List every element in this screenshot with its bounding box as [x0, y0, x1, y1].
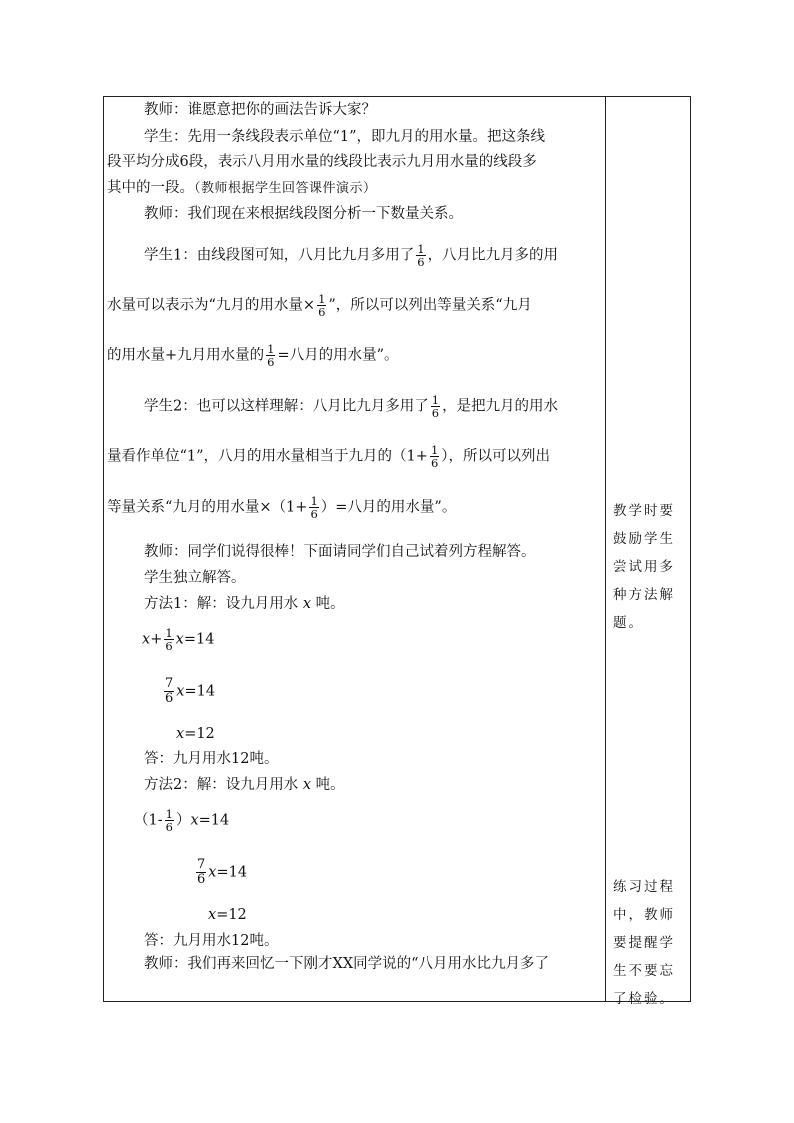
variable-x: x — [302, 777, 312, 793]
teacher-line-3: 教师：同学们说得很棒！下面请同学们自己试着列方程解答。 — [144, 544, 536, 560]
method1-text-a: 方法1：解：设九月用水 — [144, 596, 299, 612]
fraction-one-sixth: $\frac{1}{6}$ — [430, 443, 439, 470]
variable-x: x — [176, 683, 185, 700]
equation-result: =14 — [216, 864, 248, 881]
method2-equation-2 — [194, 858, 247, 887]
teacher-line-2: 教师：我们现在来根据线段图分析一下数量关系。 — [144, 206, 463, 222]
plus-sign: + — [150, 631, 163, 648]
student1-line-3 — [107, 343, 399, 368]
main-content-column — [104, 97, 605, 1001]
variable-x: x — [190, 812, 199, 829]
student1-text-f: =八月的用水量”。 — [277, 347, 399, 364]
method1-equation-3 — [176, 724, 215, 744]
method2-equation-1 — [134, 808, 229, 833]
student1-text-e: 的用水量+九月用水量的 — [107, 347, 265, 364]
variable-x: x — [208, 864, 217, 881]
student-line-1: 学生：先用一条线段表示单位“1”，即九月的用水量。把这条线 — [144, 129, 546, 145]
lesson-table — [103, 96, 691, 1007]
equation-result: =14 — [183, 631, 215, 648]
fraction-one-sixth: $\frac{1}{6}$ — [165, 807, 173, 834]
method1-equation-1 — [142, 627, 214, 652]
variable-x: x — [208, 907, 217, 923]
student1-text-a: 学生1：由线段图可知，八月比九月多用了 — [144, 247, 415, 264]
fraction-seven-sixths: $\frac{7}{6}$ — [197, 857, 206, 887]
student2-line-1 — [104, 394, 558, 419]
student1-text-d: ”，所以可以列出等量关系“九月 — [328, 297, 532, 314]
demo-note: （教师根据学生回答课件演示） — [194, 181, 377, 196]
method1-heading — [104, 594, 345, 614]
student1-line-2 — [107, 293, 532, 318]
teacher-line-4: 教师：我们再来回忆一下刚才XX同学说的“八月用水比九月多了 — [144, 956, 550, 972]
student-independent-line: 学生独立解答。 — [144, 570, 246, 586]
side-note-1: 教学时要 鼓励学生 尝试用多 种方法解 题。 — [613, 503, 675, 631]
student2-text-f: ）=八月的用水量”。 — [320, 499, 457, 516]
method1-answer: 答：九月用水12吨。 — [144, 751, 279, 767]
fraction-one-sixth: $\frac{1}{6}$ — [267, 342, 275, 369]
student1-text-b: ，八月比九月多的用 — [427, 247, 559, 264]
variable-x: x — [142, 631, 151, 648]
fraction-one-sixth: $\frac{1}{6}$ — [318, 292, 326, 319]
method2-heading — [104, 775, 345, 795]
paren-close: ） — [175, 812, 191, 829]
method2-text-b: 吨。 — [315, 777, 345, 793]
student-line-3-text: 其中的一段。 — [107, 180, 194, 196]
fraction-seven-sixths: $\frac{7}{6}$ — [165, 676, 174, 706]
method2-text-a: 方法2：解：设九月用水 — [144, 777, 299, 793]
paren-open-one-minus: （1- — [134, 812, 163, 829]
equation-result: =12 — [216, 907, 247, 923]
student2-text-e: 等量关系“九月的用水量×（1+ — [107, 499, 308, 516]
equation-result: =12 — [184, 726, 215, 742]
variable-x: x — [176, 726, 185, 742]
fraction-one-sixth: $\frac{1}{6}$ — [417, 242, 425, 269]
student-line-2: 段平均分成6段，表示八月用水量的线段比表示九月用水量的线段多 — [107, 154, 537, 170]
fraction-one-sixth: $\frac{1}{6}$ — [165, 626, 173, 653]
variable-x: x — [175, 631, 184, 648]
equation-result: =14 — [198, 812, 230, 829]
student2-text-b: ，是把九月的用水 — [442, 398, 559, 415]
student2-text-d: ），所以可以列出 — [441, 448, 551, 465]
method1-equation-2 — [162, 677, 215, 706]
student-line-3 — [107, 178, 377, 199]
fraction-one-sixth: $\frac{1}{6}$ — [431, 393, 440, 420]
variable-x: x — [302, 596, 312, 612]
method1-text-b: 吨。 — [315, 596, 345, 612]
student2-line-2 — [107, 444, 550, 469]
student1-line-1 — [104, 243, 558, 268]
teacher-line-1: 教师：谁愿意把你的画法告诉大家？ — [144, 102, 376, 118]
method2-answer: 答：九月用水12吨。 — [144, 933, 279, 949]
equation-result: =14 — [184, 683, 216, 700]
notes-column — [606, 97, 690, 1007]
student2-text-c: 量看作单位“1”，八月的用水量相当于九月的（1+ — [107, 448, 428, 465]
student2-text-a: 学生2：也可以这样理解：八月比九月多用了 — [144, 398, 429, 415]
student2-line-3 — [107, 495, 456, 520]
side-note-2: 练习过程 中，教师 要提醒学 生不要忘 了检验。 — [613, 879, 675, 1007]
student1-text-c: 水量可以表示为“九月的用水量× — [107, 297, 316, 314]
fraction-one-sixth: $\frac{1}{6}$ — [310, 494, 318, 521]
method2-equation-3 — [208, 905, 247, 925]
